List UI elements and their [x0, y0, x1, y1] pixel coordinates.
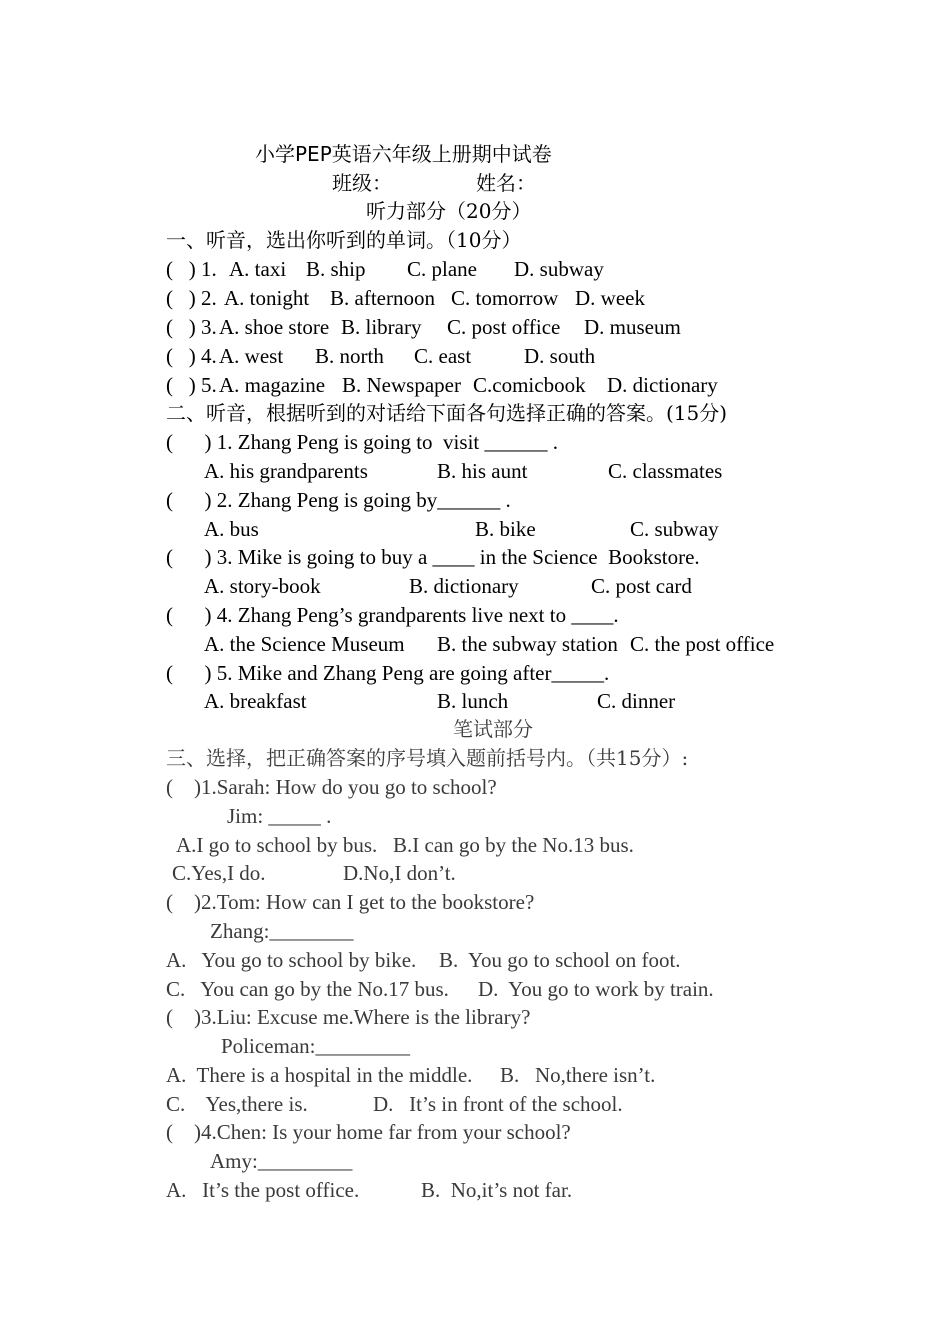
option-a: A. the Science Museum [204, 632, 405, 656]
part3-instruction: 三、选择，把正确答案的序号填入题前括号内。（共15分）: [166, 746, 689, 770]
option-d: D. You go to work by train. [478, 977, 714, 1001]
option-c: C. post card [591, 574, 692, 598]
item-number: ( ) 1. [166, 257, 217, 281]
option-a: A. shoe store [219, 315, 330, 339]
item-number: ( ) 4. [166, 344, 217, 368]
option-b: B. afternoon [330, 286, 435, 310]
option-b: B. No,there isn’t. [500, 1063, 656, 1087]
answer-line: Jim: _____ . [227, 804, 332, 828]
option-c: C. post office [447, 315, 561, 339]
option-a: A. breakfast [204, 689, 307, 713]
option-c: C. dinner [597, 689, 676, 713]
question-text: ( )2.Tom: How can I get to the bookstore? [166, 890, 535, 914]
answer-line: Policeman:_________ [221, 1034, 410, 1058]
question-text: ( )4.Chen: Is your home far from your school? [166, 1120, 571, 1144]
option-a: A. his grandparents [204, 459, 368, 483]
option-c: C. classmates [608, 459, 723, 483]
question-text: ( )1.Sarah: How do you go to school? [166, 775, 497, 799]
question-text: ( ) 4. Zhang Peng’s grandparents live next to ____. [166, 603, 619, 627]
option-b: B. ship [306, 257, 366, 281]
item-number: ( ) 5. [166, 373, 217, 397]
question-text: ( )3.Liu: Excuse me.Where is the library? [166, 1005, 531, 1029]
option-d: D. museum [584, 315, 681, 339]
option-c: C. tomorrow [451, 286, 559, 310]
option-b: B. bike [475, 517, 536, 541]
question-text: ( ) 1. Zhang Peng is going to visit ______ . [166, 430, 558, 454]
question-text: ( ) 5. Mike and Zhang Peng are going after_____. [166, 661, 610, 685]
option-a: A. bus [204, 517, 259, 541]
name-label: 姓名： [476, 171, 536, 195]
item-number: ( ) 3. [166, 315, 217, 339]
option-d: D. It’s in front of the school. [373, 1092, 623, 1116]
option-d: D. subway [514, 257, 604, 281]
option-c: C. east [414, 344, 472, 368]
listening-heading: 听力部分（20分） [366, 199, 532, 223]
option-c: C.Yes,I do. [172, 861, 266, 885]
option-b: B. You go to school on foot. [439, 948, 681, 972]
class-label: 班级： [332, 171, 392, 195]
option-d: D.No,I don’t. [343, 861, 456, 885]
option-d: D. south [524, 344, 596, 368]
answer-line: Zhang:________ [210, 919, 354, 943]
option-a: A. west [219, 344, 284, 368]
option-b: B. the subway station [437, 632, 618, 656]
options-line: A.I go to school by bus. B.I can go by the No.13 bus. [176, 833, 634, 857]
option-b: B. No,it’s not far. [421, 1178, 573, 1202]
option-d: D. dictionary [607, 373, 718, 397]
item-number: ( ) 2. [166, 286, 217, 310]
option-c: C. subway [630, 517, 719, 541]
option-a: A. story-book [204, 574, 321, 598]
question-text: ( ) 3. Mike is going to buy a ____ in the Science Bookstore. [166, 545, 700, 569]
option-c: C. the post office [630, 632, 775, 656]
part2-instruction: 二、听音，根据听到的对话给下面各句选择正确的答案。(15分) [166, 401, 728, 425]
option-b: B. lunch [437, 689, 509, 713]
option-b: B. Newspaper [342, 373, 461, 397]
option-a: A. There is a hospital in the middle. [166, 1063, 473, 1087]
option-d: D. week [575, 286, 645, 310]
writing-heading: 笔试部分 [453, 717, 533, 741]
option-b: B. north [315, 344, 384, 368]
option-b: B. his aunt [437, 459, 528, 483]
option-a: A. taxi [229, 257, 287, 281]
option-c: C. Yes,there is. [166, 1092, 308, 1116]
answer-line: Amy:_________ [210, 1149, 353, 1173]
part1-instruction: 一、听音，选出你听到的单词。（10分） [166, 228, 522, 252]
option-a: A. It’s the post office. [166, 1178, 360, 1202]
option-b: B. library [341, 315, 422, 339]
option-a: A. tonight [224, 286, 310, 310]
option-a: A. You go to school by bike. [166, 948, 417, 972]
option-c: C. You can go by the No.17 bus. [166, 977, 449, 1001]
option-c: C. plane [407, 257, 477, 281]
option-c: C.comicbook [473, 373, 586, 397]
option-b: B. dictionary [409, 574, 519, 598]
option-a: A. magazine [219, 373, 326, 397]
page-title: 小学PEP英语六年级上册期中试卷 [255, 142, 552, 166]
question-text: ( ) 2. Zhang Peng is going by______ . [166, 488, 511, 512]
